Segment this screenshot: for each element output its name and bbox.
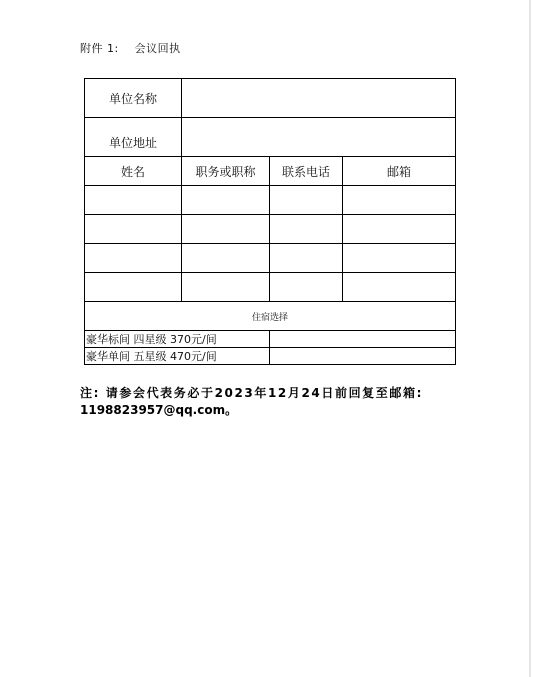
room-option-row [85, 331, 456, 348]
title-cell[interactable] [182, 244, 270, 273]
room-option-row [85, 348, 456, 365]
unit-name-row [85, 79, 456, 118]
email-cell[interactable] [343, 215, 456, 244]
conference-receipt-table [84, 78, 456, 365]
room-option-label: 豪华单间 五星级 470元/间 [85, 348, 270, 365]
name-cell[interactable] [85, 186, 182, 215]
unit-address-label: 单位地址 [85, 118, 182, 157]
email-cell[interactable] [343, 244, 456, 273]
room-option-label: 豪华标间 四星级 370元/间 [85, 331, 270, 348]
phone-cell[interactable] [270, 273, 343, 302]
name-cell[interactable] [85, 215, 182, 244]
title-cell[interactable] [182, 273, 270, 302]
name-cell[interactable] [85, 244, 182, 273]
phone-cell[interactable] [270, 215, 343, 244]
attachment-title: 附件 1: 会议回执 [80, 42, 181, 55]
title-cell[interactable] [182, 186, 270, 215]
table-row [85, 215, 456, 244]
room-option-field[interactable] [270, 331, 456, 348]
lodging-title-row [85, 302, 456, 331]
header-row [85, 157, 456, 186]
unit-address-field[interactable] [182, 118, 456, 157]
column-header-title: 职务或职称 [182, 157, 270, 186]
column-header-email: 邮箱 [343, 157, 456, 186]
unit-address-row [85, 118, 456, 157]
column-header-phone: 联系电话 [270, 157, 343, 186]
phone-cell[interactable] [270, 186, 343, 215]
unit-name-field[interactable] [182, 79, 456, 118]
table-row [85, 273, 456, 302]
email-cell[interactable] [343, 273, 456, 302]
table-row [85, 244, 456, 273]
notice-email-text: 1198823957@qq.com。 [80, 403, 238, 417]
email-cell[interactable] [343, 186, 456, 215]
page-edge [529, 0, 531, 677]
lodging-title: 住宿选择 [85, 302, 456, 331]
name-cell[interactable] [85, 273, 182, 302]
table-row [85, 186, 456, 215]
column-header-name: 姓名 [85, 157, 182, 186]
notice-deadline-text: 注: 请参会代表务必于2023年12月24日前回复至邮箱: [80, 386, 423, 400]
unit-name-label: 单位名称 [85, 79, 182, 118]
room-option-field[interactable] [270, 348, 456, 365]
submission-notice [80, 385, 470, 419]
title-cell[interactable] [182, 215, 270, 244]
phone-cell[interactable] [270, 244, 343, 273]
